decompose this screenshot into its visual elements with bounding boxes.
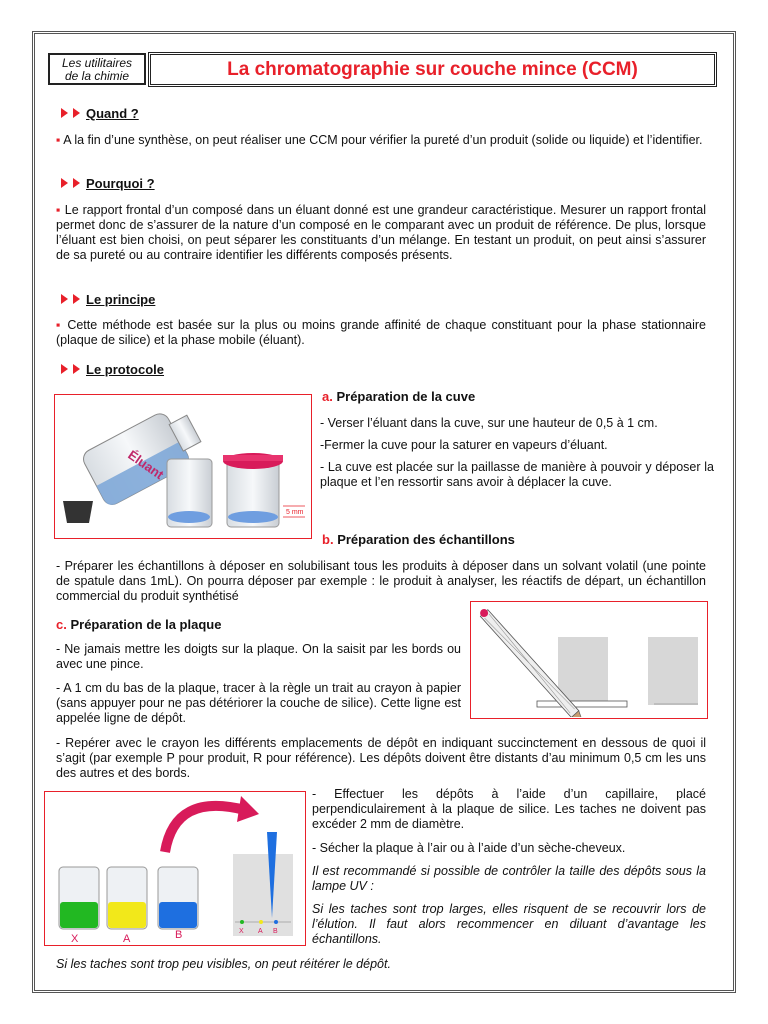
arrow-icon	[73, 178, 80, 188]
arrow-icon	[61, 364, 68, 374]
step-c-p5: - Sécher la plaque à l’air ou à l’aide d’un sèche-cheveux.	[312, 841, 626, 855]
step-a-title: a. Préparation de la cuve	[322, 389, 476, 404]
beaker-label-a: A	[123, 933, 131, 944]
bullet-icon: ▪	[56, 133, 61, 147]
step-c-p2: - A 1 cm du bas de la plaque, tracer à la règle un trait au crayon à papier (sans appuyer pour ne pas détériorer la couche de silice). Cette ligne est appelée ligne de dépôt.	[56, 681, 461, 725]
step-a-p3: - La cuve est placée sur la paillasse de manière à pouvoir y déposer la plaque et l’en ressortir sans avoir à déplacer la cuve.	[320, 460, 714, 489]
figure-plaque	[470, 601, 708, 719]
step-c-p1: - Ne jamais mettre les doigts sur la plaque. On la saisit par les bords ou avec une pince.	[56, 642, 461, 671]
category-line2: de la chimie	[64, 69, 130, 83]
arrow-icon	[73, 294, 80, 304]
height-label: 5 mm	[286, 509, 304, 516]
cuve-illustration	[55, 395, 310, 537]
step-a-p1: - Verser l’éluant dans la cuve, sur une hauteur de 0,5 à 1 cm.	[320, 416, 658, 430]
bottle-label: Éluant	[125, 447, 167, 483]
beaker-a	[107, 867, 147, 929]
figure-depots	[44, 791, 306, 946]
step-c-p3: - Repérer avec le crayon les différents emplacements de dépôt en indiquant succinctement en dessous de quoi il s’agit (par exemple P pour produit, R pour référence). Les dépôts doivent être distants d’au minimum 0,5 cm les uns des autres et des bords.	[56, 736, 706, 780]
plate-label-b: B	[273, 928, 278, 935]
arrow-icon	[61, 108, 68, 118]
step-b-title: b. Préparation des échantillons	[322, 532, 515, 547]
step-c-p8: Si les taches sont trop peu visibles, on peut réitérer le dépôt.	[56, 957, 391, 971]
step-c-p4: - Effectuer les dépôts à l’aide d’un capillaire, placé perpendiculairement à la plaque de silice. Les taches ne doivent pas excéder 2 mm de diamètre.	[312, 787, 706, 831]
category-box	[48, 53, 146, 85]
beaker-b	[158, 867, 198, 929]
step-b-text: - Préparer les échantillons à déposer en solubilisant tous les produits à déposer dans un solvant volatil (une pointe de spatule dans 1mL). On pourra déposer par exemple : le produit à analyser, les réactifs de départ, un échantillon commercial du produit synthétisé	[56, 559, 706, 603]
plate-label-x: X	[239, 928, 244, 935]
section-title-principe: Le principe	[86, 292, 156, 307]
figure-cuve	[54, 394, 312, 539]
beaker-label-b: B	[175, 929, 183, 941]
arrow-icon	[61, 178, 68, 188]
section-title-protocole: Le protocole	[86, 362, 165, 377]
bullet-icon: ▪	[56, 203, 61, 217]
step-c-p7: Si les taches sont trop larges, elles risquent de se recouvrir lors de l’élution. Il faut alors recommencer en diluant d’avantage les échantillons.	[312, 902, 706, 946]
section-text-pourquoi: ▪ Le rapport frontal d’un composé dans un éluant donné est une grandeur caractéristique. Mesurer un rapport frontal permet donc de s’assurer de la nature d’un composé en le comparant avec un produit de référence. De plus, lorsque l’éluant est bien choisi, on peut séparer les constituants d’un mélange. En testant un produit, on peut ainsi s’assurer de sa pureté ou au contraire identifier les différents composés présents.	[56, 203, 706, 262]
plaque-illustration	[471, 602, 706, 717]
step-a-p2: -Fermer la cuve pour la saturer en vapeurs d’éluant.	[320, 438, 608, 452]
step-c-p6: Il est recommandé si possible de contrôler la taille des dépôts sous la lampe UV :	[312, 864, 706, 893]
section-title-quand: Quand ?	[86, 106, 139, 121]
bullet-icon: ▪	[56, 318, 63, 332]
arrow-icon	[61, 294, 68, 304]
plate-label-a: A	[258, 928, 263, 935]
section-title-pourquoi: Pourquoi ?	[86, 176, 155, 191]
arrow-icon	[73, 364, 80, 374]
bottle-cap	[63, 501, 93, 523]
section-text-quand: ▪ A la fin d’une synthèse, on peut réaliser une CCM pour vérifier la pureté d’un produit (solide ou liquide) et l’identifier.	[56, 133, 703, 147]
beaker-x	[59, 867, 99, 929]
beaker-label-x: X	[71, 933, 79, 944]
arrow-icon	[73, 108, 80, 118]
category-line1: Les utilitaires	[61, 56, 133, 70]
page-title: La chromatographie sur couche mince (CCM)	[148, 52, 717, 87]
depots-illustration	[45, 792, 304, 944]
step-c-title: c. Préparation de la plaque	[56, 617, 222, 632]
section-text-principe: ▪ Cette méthode est basée sur la plus ou moins grande affinité de chaque constituant pour la phase stationnaire (plaque de silice) et la phase mobile (éluant).	[56, 318, 706, 347]
